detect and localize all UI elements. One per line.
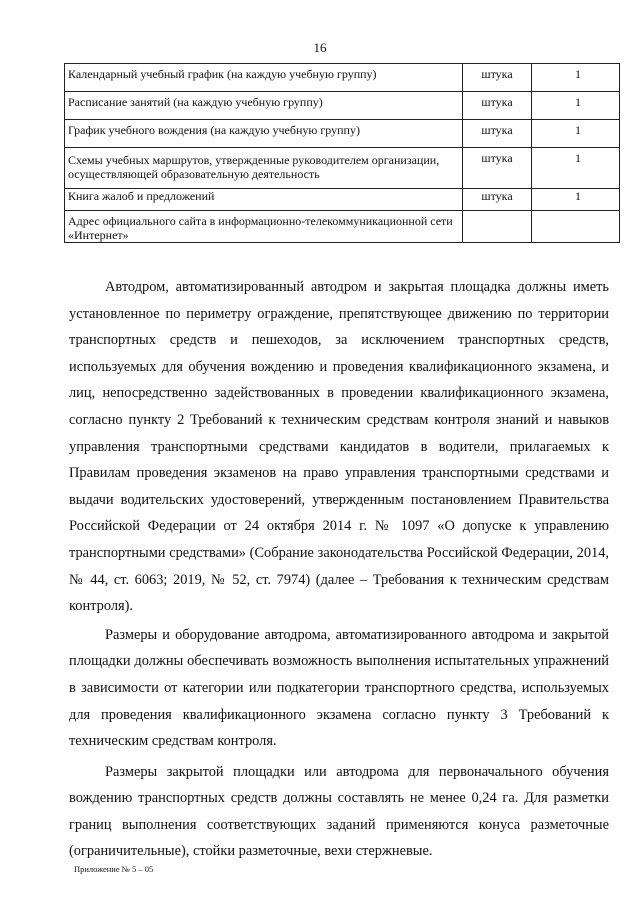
item-name: Адрес официального сайта в информационно-телекоммуникационной сети «Интернет» (65, 211, 463, 243)
table-row (65, 120, 620, 148)
item-qty: 1 (532, 64, 620, 92)
item-qty: 1 (532, 148, 620, 189)
item-unit: штука (463, 120, 532, 148)
item-unit: штука (463, 92, 532, 120)
equipment-table (64, 63, 620, 243)
item-qty: 1 (532, 120, 620, 148)
item-qty (532, 211, 620, 243)
table-row (65, 189, 620, 211)
table-row (65, 92, 620, 120)
item-name: Книга жалоб и предложений (65, 189, 463, 211)
item-unit: штука (463, 64, 532, 92)
item-qty: 1 (532, 189, 620, 211)
body-text (69, 274, 609, 865)
table-row (65, 211, 620, 243)
paragraph-fencing: Автодром, автоматизированный автодром и закрытая площадка должны иметь установленное по периметру ограждение, препятствующее движению по территории транспортных средств и пешеходов, за исключением транспортных средств, используемых для обучения вождению и проведения квалификационного экзамена, и лиц, непосредственно задействованных в проведении квалификационного экзамена, согласно пункту 2 Требований к техническим средствам контроля знаний и навыков управления транспортными средствами кандидатов в водители, прилагаемых к Правилам проведения экзаменов на право управления транспортными средствами и выдачи водительских удостоверений, утвержденным постановлением Правительства Российской Федерации от 24 октября 2014 г. № 1097 «О допуске к управлению транспортными средствами» (Собрание законодательства Российской Федерации, 2014, № 44, ст. 6063; 2019, № 52, ст. 7974) (далее – Требования к техническим средствам контроля). (69, 279, 609, 615)
item-name: График учебного вождения (на каждую учебную группу) (65, 120, 463, 148)
item-name: Календарный учебный график (на каждую учебную группу) (65, 64, 463, 92)
paragraph-area: Размеры закрытой площадки или автодрома для первоначального обучения вождению транспортных средств должны составлять не менее 0,24 га. Для разметки границ выполнения соответствующих заданий применяются конуса разметочные (ограничительные), стойки разметочные, вехи стержневые. (69, 763, 609, 860)
paragraph-dimensions: Размеры и оборудование автодрома, автоматизированного автодрома и закрытой площадки должны обеспечивать возможность выполнения испытательных упражнений в зависимости от категории или подкатегории транспортного средства, используемых для проведения квалификационного экзамена согласно пункту 3 Требований к техническим средствам контроля. (69, 626, 609, 750)
item-unit (463, 211, 532, 243)
item-name: Расписание занятий (на каждую учебную группу) (65, 92, 463, 120)
table-row (65, 64, 620, 92)
page-number: 16 (313, 40, 327, 55)
item-name: Схемы учебных маршрутов, утвержденные руководителем организации, осуществляющей образовательную деятельность (65, 148, 463, 189)
footer-note: Приложение № 5 – 05 (74, 864, 154, 874)
table-row (65, 148, 620, 189)
item-unit: штука (463, 148, 532, 189)
item-unit: штука (463, 189, 532, 211)
item-qty: 1 (532, 92, 620, 120)
